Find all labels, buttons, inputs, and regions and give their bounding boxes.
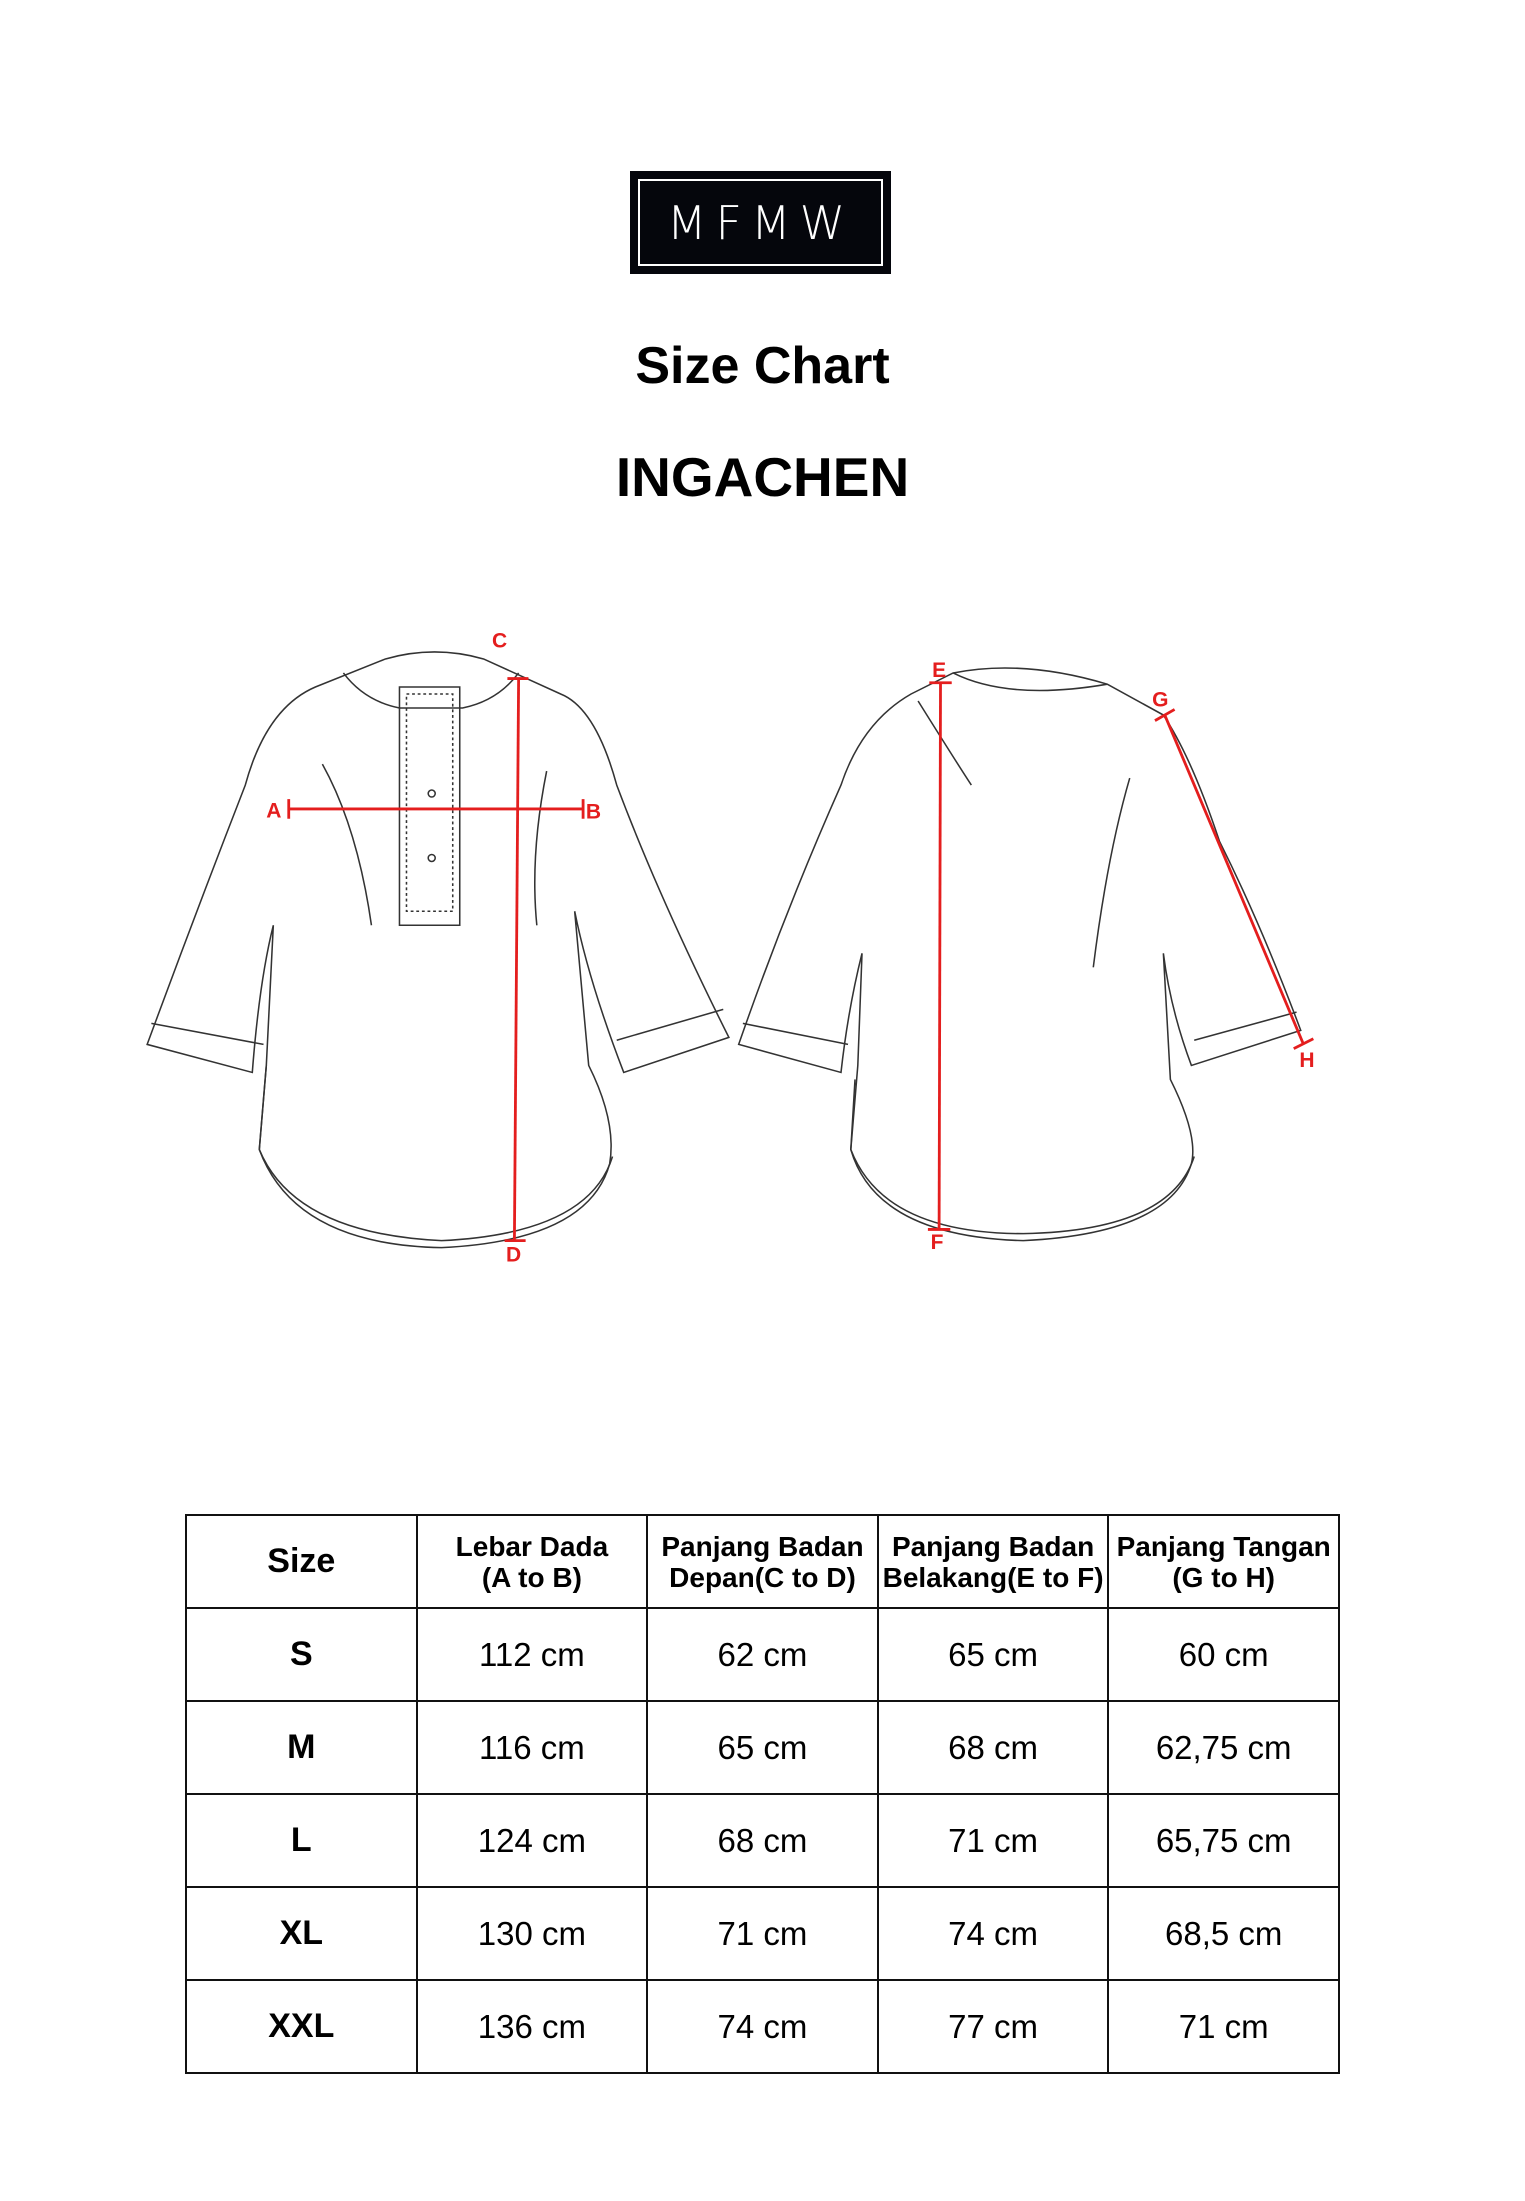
label-f: F — [930, 1231, 944, 1255]
label-d: D — [505, 1243, 522, 1267]
header-line: Panjang Badan — [661, 1530, 864, 1562]
cell-size: L — [186, 1794, 417, 1887]
header-size: Size — [186, 1515, 417, 1608]
size-table — [185, 1514, 1340, 2074]
header-back-length — [878, 1515, 1109, 1608]
label-e: E — [932, 659, 947, 683]
garment-diagram — [0, 600, 1525, 1301]
table-row — [186, 1794, 1339, 1887]
cell-back-length: 65 cm — [878, 1608, 1109, 1701]
front-measurements — [266, 630, 601, 1267]
header-sleeve-length — [1108, 1515, 1339, 1608]
header-line: Panjang Badan — [891, 1530, 1095, 1562]
table-row — [186, 1608, 1339, 1701]
header-front-length — [647, 1515, 878, 1608]
cell-back-length: 74 cm — [878, 1887, 1109, 1980]
cell-back-length: 68 cm — [878, 1701, 1109, 1794]
label-a: A — [266, 799, 282, 823]
header-chest-width — [417, 1515, 648, 1608]
front-shirt-drawing — [147, 652, 729, 1248]
cell-chest-width: 112 cm — [417, 1608, 648, 1701]
table-header-row — [186, 1515, 1339, 1608]
product-name: INGACHEN — [615, 446, 910, 508]
page-title: Size Chart — [635, 337, 890, 395]
cell-sleeve-length: 62,75 cm — [1108, 1701, 1339, 1794]
cell-sleeve-length: 60 cm — [1108, 1608, 1339, 1701]
table-row — [186, 1980, 1339, 2073]
cell-front-length: 65 cm — [647, 1701, 878, 1794]
cell-size: M — [186, 1701, 417, 1794]
header-line: Panjang Tangan — [1116, 1530, 1331, 1562]
header-line: Belakang(E to F) — [882, 1561, 1104, 1593]
cell-size: XXL — [186, 1980, 417, 2073]
cell-sleeve-length: 68,5 cm — [1108, 1887, 1339, 1980]
label-h: H — [1299, 1048, 1315, 1072]
cell-size: S — [186, 1608, 417, 1701]
cell-chest-width: 124 cm — [417, 1794, 648, 1887]
cell-chest-width: 130 cm — [417, 1887, 648, 1980]
cell-back-length: 77 cm — [878, 1980, 1109, 2073]
label-g: G — [1152, 688, 1169, 712]
cell-front-length: 68 cm — [647, 1794, 878, 1887]
label-c: C — [491, 629, 508, 653]
header-line: (G to H) — [1172, 1561, 1275, 1593]
brand-logo — [632, 173, 889, 272]
header-line: (A to B) — [481, 1561, 582, 1593]
back-measurements — [928, 659, 1315, 1254]
cell-front-length: 62 cm — [647, 1608, 878, 1701]
header-line: Depan(C to D) — [669, 1561, 856, 1593]
table-row — [186, 1887, 1339, 1980]
logo-text: MFMW — [638, 179, 883, 266]
cell-size: XL — [186, 1887, 417, 1980]
cell-chest-width: 116 cm — [417, 1701, 648, 1794]
back-shirt-drawing — [739, 668, 1301, 1241]
cell-sleeve-length: 65,75 cm — [1108, 1794, 1339, 1887]
label-b: B — [585, 800, 602, 824]
table-row — [186, 1701, 1339, 1794]
cell-front-length: 71 cm — [647, 1887, 878, 1980]
cell-sleeve-length: 71 cm — [1108, 1980, 1339, 2073]
cell-chest-width: 136 cm — [417, 1980, 648, 2073]
cell-back-length: 71 cm — [878, 1794, 1109, 1887]
cell-front-length: 74 cm — [647, 1980, 878, 2073]
header-line: Lebar Dada — [455, 1530, 609, 1562]
